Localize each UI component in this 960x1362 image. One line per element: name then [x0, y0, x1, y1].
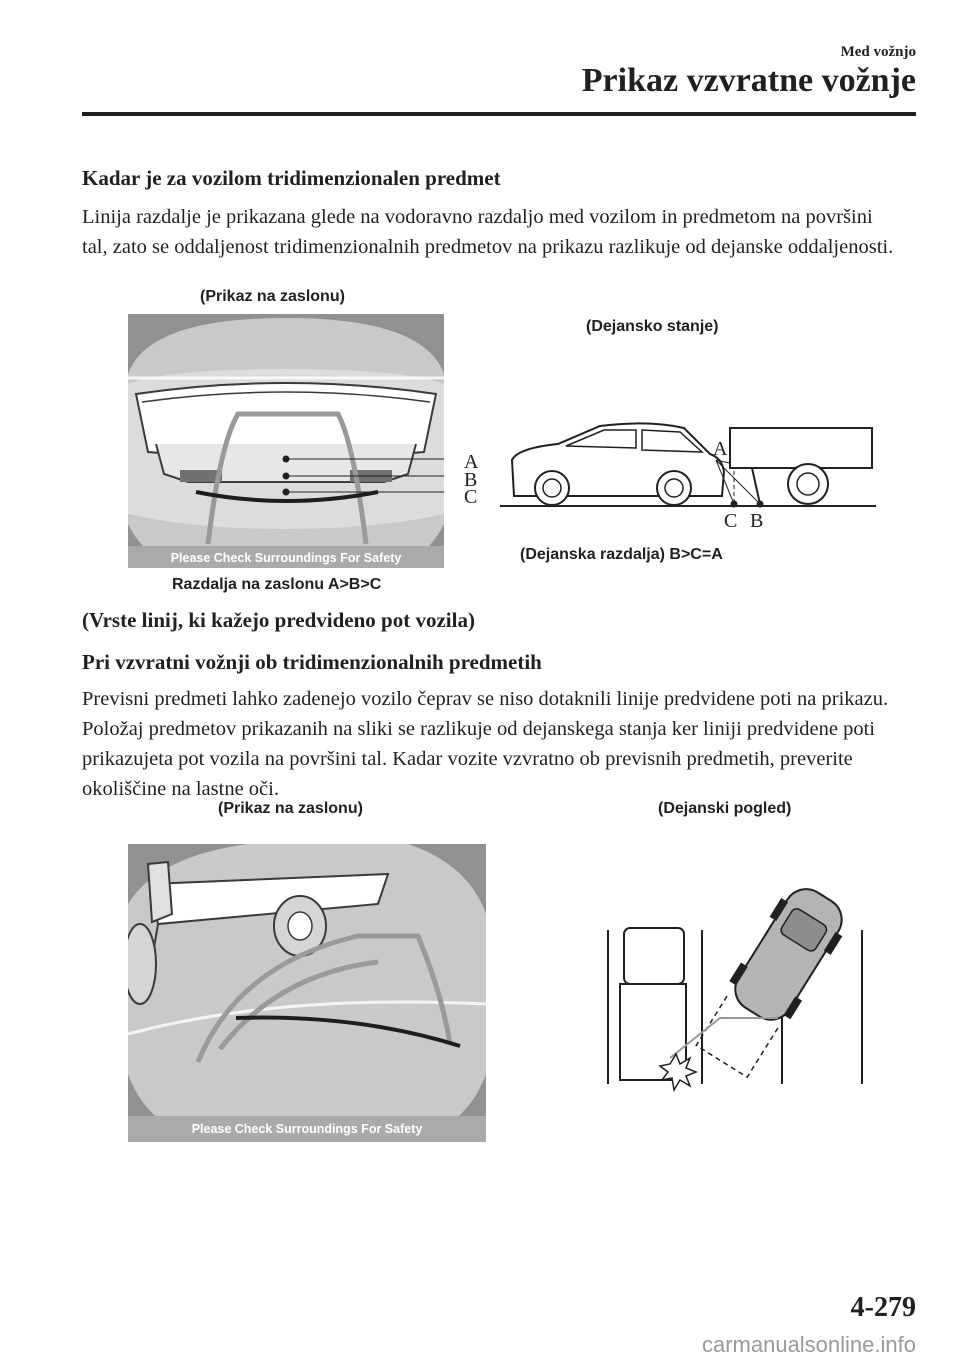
line-types-subtitle: (Vrste linij, ki kažejo predvideno pot vozila) [82, 608, 475, 632]
section-heading-3d-object: Kadar je za vozilom tridimenzionalen predmet [82, 166, 501, 190]
figure1-screen-illustration [128, 314, 444, 568]
label-a-screen: A [464, 451, 479, 473]
label-a-actual: A [713, 438, 728, 460]
figure2-actual-illustration [600, 868, 880, 1100]
chapter-title: Prikaz vzvratne vožnje [581, 62, 916, 99]
figure1-screen-overlay-text: Please Check Surroundings For Safety [170, 551, 402, 565]
paragraph-distance-line: Linija razdalje je prikazana glede na vodoravno razdaljo med vozilom in predmetom na površini tal, zato se oddaljenost tridimenzionalnih predmetov na prikazu razlikuje od dejanske oddaljenosti. [82, 206, 894, 258]
label-c-screen: C [464, 486, 478, 508]
figure1-actual-illustration [498, 410, 878, 530]
figure2-screen-illustration [128, 844, 486, 1142]
section-label: Med vožnjo [840, 44, 916, 60]
section-heading-reversing: Pri vzvratni vožnji ob tridimenzionalnih predmetih [82, 650, 542, 674]
figure1-screen-caption: (Prikaz na zaslonu) [200, 288, 345, 305]
figure1-actual-distance-caption: (Dejanska razdalja) B>C=A [520, 546, 723, 563]
figure1-actual-caption: (Dejansko stanje) [586, 318, 719, 335]
label-c-actual: C [724, 510, 738, 532]
paragraph-overhanging-objects: Previsni predmeti lahko zadenejo vozilo čeprav se niso dotaknili linije predvidene poti na prikazu. Položaj predmetov prikazanih na sliki se razlikuje od dejanskega stanja ker liniji predvidene poti prikazujeta pot vozila na površini tal. Kadar vozite vzvratno ob previsnih predmetih, preverite okoliščine na lastne oči. [82, 688, 889, 800]
header-divider [82, 112, 916, 116]
figure1-screen-distance-caption: Razdalja na zaslonu A>B>C [172, 576, 382, 593]
watermark: carmanualsonline.info [701, 1332, 916, 1357]
figure2-screen-caption: (Prikaz na zaslonu) [218, 800, 363, 817]
page-number: 4-279 [850, 1292, 916, 1323]
label-b-screen: B [464, 469, 478, 491]
figure2-actual-caption: (Dejanski pogled) [658, 800, 792, 817]
label-b-actual: B [750, 510, 764, 532]
figure2-screen-overlay-text: Please Check Surroundings For Safety [191, 1122, 423, 1136]
